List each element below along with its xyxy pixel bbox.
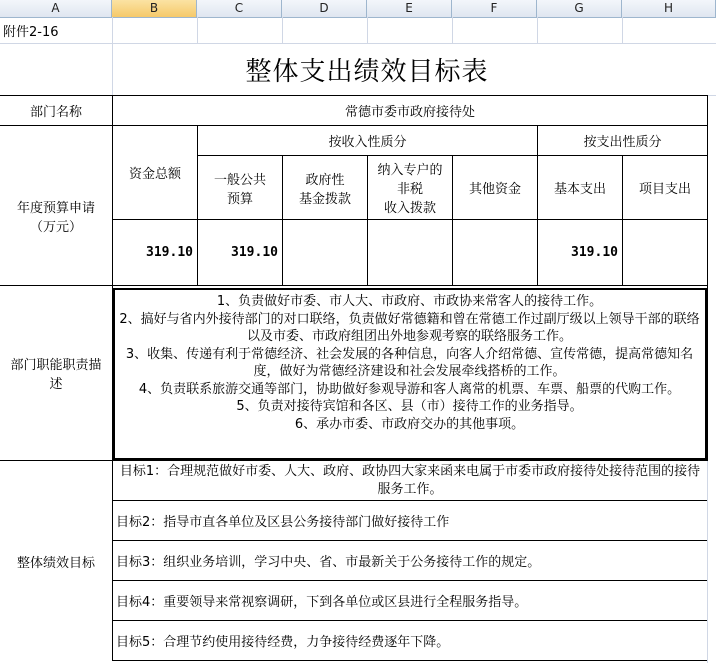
budget-label[interactable]: 年度预算申请 （万元） — [16, 201, 95, 235]
duty-item: 1、负责做好市委、市人大、市政府、市政协来常客人的接待工作。 — [216, 294, 603, 309]
page-title[interactable]: 整体支出绩效目标表 — [245, 56, 489, 87]
income-col-fund[interactable]: 政府性 基金拨款 — [298, 172, 351, 207]
dept-name[interactable]: 常德市委市政府接待处 — [344, 105, 475, 120]
value-other[interactable] — [453, 220, 537, 285]
column-header-g[interactable]: G — [537, 0, 622, 17]
goal-3[interactable]: 目标3：组织业务培训，学习中央、省、市最新关于公务接待工作的规定。 — [116, 555, 541, 570]
column-header-d[interactable]: D — [282, 0, 367, 17]
dept-label[interactable]: 部门名称 — [29, 105, 82, 120]
value-nontax[interactable] — [368, 220, 452, 285]
gridline — [367, 17, 368, 43]
expense-col-basic[interactable]: 基本支出 — [553, 182, 606, 197]
attachment-label[interactable]: 附件2-16 — [3, 24, 59, 40]
value-basic[interactable]: 319.10 — [571, 245, 618, 260]
total-label[interactable]: 资金总额 — [128, 167, 181, 182]
goal-2[interactable]: 目标2：指导市直各单位及区县公务接待部门做好接待工作 — [116, 515, 450, 530]
gridline — [537, 17, 538, 43]
column-header-a[interactable]: A — [0, 0, 112, 17]
income-col-other[interactable]: 其他资金 — [468, 182, 521, 197]
value-general[interactable]: 319.10 — [231, 245, 278, 260]
income-col-nontax[interactable]: 纳入专户的 非税 收入拨款 — [377, 163, 443, 216]
value-project[interactable] — [623, 220, 707, 285]
gridline — [452, 17, 453, 43]
column-header-f[interactable]: F — [452, 0, 537, 17]
column-header-h[interactable]: H — [622, 0, 716, 17]
duty-item: 3、收集、传递有利于常德经济、社会发展的各种信息，向客人介绍常德、宣传常德，提高常德知名度，做好为常德经济建设和社会发展牵线搭桥的工作。 — [125, 346, 694, 379]
duty-item: 6、承办市委、市政府交办的其他事项。 — [294, 416, 525, 432]
duty-item: 5、负责对接待宾馆和各区、县（市）接待工作的业务指导。 — [236, 399, 583, 414]
value-total[interactable]: 319.10 — [146, 245, 193, 260]
gridline — [707, 460, 708, 663]
duty-label[interactable]: 部门职能职责描 述 — [10, 358, 102, 392]
value-fund[interactable] — [283, 220, 367, 285]
duty-description[interactable] — [113, 288, 707, 460]
duty-item: 2、搞好与省内外接待部门的对口联络，负责做好常德籍和曾在常德工作过副厅级以上领导干部的联络以及市委、市政府组团出外地参观考察的联络服务工作。 — [119, 311, 700, 344]
by-expense-header[interactable]: 按支出性质分 — [583, 135, 662, 150]
gridline — [197, 17, 198, 43]
border — [707, 95, 708, 461]
column-header-e[interactable]: E — [367, 0, 452, 17]
goal-4[interactable]: 目标4：重要领导来常视察调研，下到各单位或区县进行全程服务指导。 — [116, 595, 528, 610]
gridline — [622, 17, 623, 43]
expense-col-project[interactable]: 项目支出 — [638, 182, 691, 197]
goal-5[interactable]: 目标5：合理节约使用接待经费，力争接待经费逐年下降。 — [116, 635, 450, 650]
goal-1[interactable]: 目标1：合理规范做好市委、人大、政府、政协四大家来函来电属于市委市政府接待处接待范围的接待服务工作。 — [119, 464, 701, 497]
income-col-general[interactable]: 一般公共 预算 — [213, 172, 266, 207]
border — [112, 660, 707, 661]
by-income-header[interactable]: 按收入性质分 — [328, 135, 407, 150]
goal-label[interactable]: 整体绩效目标 — [16, 555, 95, 571]
duty-item: 4、负责联系旅游交通等部门，协助做好参观导游和客人离常的机票、车票、船票的代购工作。 — [138, 381, 681, 397]
column-header-c[interactable]: C — [197, 0, 282, 17]
column-header-bar — [0, 0, 716, 18]
column-header-b[interactable]: B — [112, 0, 197, 17]
gridline — [282, 17, 283, 43]
